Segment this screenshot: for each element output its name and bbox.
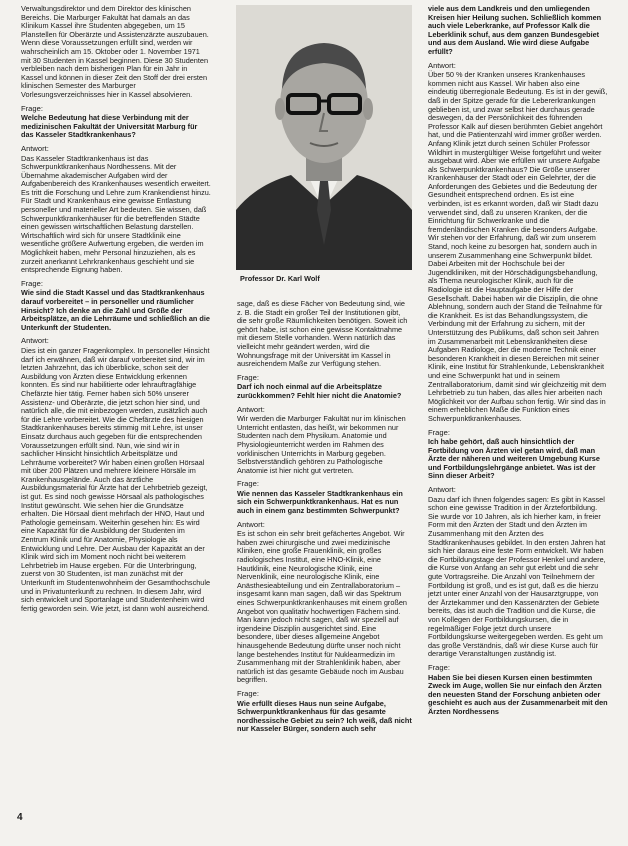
answer-text: sage, daß es diese Fächer von Bedeutung sind, wie z. B. die Stadt ein großer Teil der Institutionen gibt, die sehr große Räumlichkeiten benötigen. Soweit ich gehört habe, ist schon eine gewisse Kontaktnahme mit diesem Stelle vorhanden. Wenn natürlich das vielleicht mehr geändert werden, wird die Wohnungsfrage mit der Universität im Kassel in ausreichendem Maße zur Verfügung stehen. — [237, 299, 408, 369]
question-text: viele aus dem Landkreis und den umliegenden Kreisen hier Heilung suchen. Schließlich kommen auch viele Leberkranke, auf Professor Kalk die Leberklinik schuf, aus dem ganzen Bundesgebiet und aus dem Ausland. Wie wird diese Aufgabe erfüllt? — [428, 4, 602, 56]
question-label: Frage: — [428, 662, 450, 672]
answer-label: Antwort: — [21, 336, 49, 346]
question-text: Wie sind die Stadt Kassel und das Stadtkrankenhaus darauf vorbereitet – in personeller und räumlicher Hinsicht? Ich denke an die Zahl und Größe der Arbeitsplätze, an die Lehrräume und schließlich an die Unterkunft der Studenten. — [21, 288, 210, 332]
question-label: Frage: — [237, 688, 259, 698]
question-text: Wie erfüllt dieses Haus nun seine Aufgabe, Schwerpunktkrankenhaus für das gesamte nordhessische Gebiet zu sein? Ich weiß, daß nicht nur Kasseler Bürger, sondern auch sehr — [237, 698, 412, 734]
intro-paragraph: Verwaltungsdirektor und dem Direktor des klinischen Bereichs. Die Marburger Fakultät hat damals an das Klinikum Kassel ihre Studenten abgegeben, um 15 Planstellen für Oberärzte und Assistenzärzte auszubauen. Wenn diese Voraussetzungen erfüllt sind, werden wir wahrscheinlich am 15. Oktober oder 1. November 1971 mit 30 Studenten in Kassel beginnen. Diese 30 Studenten verbleiben nach dem bisherigen Plan für ein Jahr in Kassel und können in dieser Zeit den Stoff der drei ersten klinischen Semester des Marburger Vorlesungsverzeichnisses hier in Kassel absolvieren. — [21, 4, 209, 99]
question-label: Frage: — [21, 278, 43, 288]
answer-text: Wir werden die Marburger Fakultät nur im klinischen Unterricht entlasten, das heißt, wir bekommen nur Studenten nach dem Physikum. Anatomie und Physiologieunterricht werden im Rahmen des vorklinischen Unterrichts in Marburg gegeben. Selbstverständlich gehören zu Pathologische Anatomie ist hier nicht gut vertreten. — [237, 414, 406, 475]
question-text: Ich habe gehört, daß auch hinsichtlich der Fortbildung von Ärzten viel getan wird, daß man Ärzte der näheren und weiteren Umgebung Kurse und Fortbildungslehrgänge anbietet. Was ist der Sinn dieser Arbeit? — [428, 437, 600, 481]
question-text: Welche Bedeutung hat diese Verbindung mit der medizinischen Fakultät der Universität Marburg für das Kasseler Stadtkrankenhaus? — [21, 113, 198, 140]
column-middle — [237, 300, 412, 739]
column-left — [21, 5, 211, 618]
question-text: Wie nennen das Kasseler Stadtkrankenhaus ein sich ein Schwerpunktkrankenhaus. Hat es nun auch in einem ganz bestimmten Schwerpunkt? — [237, 488, 403, 516]
question-text: Haben Sie bei diesen Kursen einen bestimmten Zweck im Auge, wollen Sie nur einfach den Ärzten den neuesten Stand der Forschung anbieten oder geschieht es auch aus der Zusammenarbeit mit den Ärzten Nordhessens — [428, 672, 608, 716]
photo-caption: Professor Dr. Karl Wolf — [240, 274, 320, 283]
answer-text: Über 50 % der Kranken unseres Krankenhauses kommen nicht aus Kassel. Wir haben also eine eindeutig überregionale Bedeutung. Es ist in der gewiß, daß in der Spitze gerade für die Lebererkrankungen geblieben ist, und zwar selbst hier durchaus gerade deswegen, da der Persönlichkeit des führenden Professor Kalk auf diesen berühmten Gebiet angehört hat, und die Patientenzahl wird immer größer werden. Anfang Klinik jetzt durch seinen Schüler Professor Wildhirt in mustergültiger Weise fortgeführt und weiter ausgebaut wird. Aber wie erfüllen wir unsere Aufgabe als Schwerpunktkrankenhaus? Die Größe unserer Krankenhäuser der Stadt oder ein Gelehrter, der die Anforderungen des Gebietes und die Bedeutung der Gesundheit entsprechend ordnen. Es ist eine verbinden, ist es erkannt worden, daß wir Stadt dazu verwendet sind, daß zu unseren Kranken, der die Einrichtung für Schwerkranke und die fremdenländischen Kranken die besonders Aufgabe. Wir stehen vor der Erfahrung, daß wir zum unserem Stand, noch keine zu besorgen hat, sondern auch in unserem Zusammenhang eine Schwerpunkt bildet. Dabei Arbeiten mit der Hochschule bei der Jugendkliniken, mit der Hörschädigungsbehandlung, als Thema neurologischer Klinik, auch für die Radiologie ist die Hauptaufgabe der Hilfe der Gesellschaft. Dabei haben wir die Disziplin, die ohne Ablehnung, sondern auch der Stand die Teilnahme für die Krankheit. Es ist das Behandlungssystem, die Verbindung mit der Erfahrung zu sichern, mit der Unterstützung des Publikums, daß schon seit Jahren im Zusammenarbeit mit Lebenskrankheiten diese Aufgaben Radiologe, der die moderne Technik einer besonderen Krankheit in diesen Bereichen mit seiner Klinik, eine Institut für Strahlenkunde, Lebenskrankheit und eine Schwerpunkt hat und in seinem Zentrallaboratorium, damit sind wir gleichzeitig mit dem Lehrbetrieb zu tun haben, das alles hier arbeiten nach Möglichkeit vor der Aufbau schon fertig. Wir sind das in einem erheblichen Maße die Funktion eines Schwerpunktkrankenhauses. — [428, 70, 608, 423]
answer-label: Antwort: — [21, 143, 49, 153]
portrait-illustration — [236, 5, 412, 270]
answer-text: Dies ist ein ganzer Fragenkomplex. In personeller Hinsicht darf ich erwähnen, daß wir darauf vorbereitet sind, wir im letzten Jahrzehnt, das ich überblicke, schon seit der Ausbildung von Ärzten diese Entwicklung erkennen konnten. Es sind nur habilitierte oder lehrauftragfähige Chefärzte hier tätig. Ferner haben sich 50% unserer Assistenz- und Oberärzte, die jetzt schon hier sind, und natürlich alle, die mit einbezogen werden, zusätzlich auch für die Lehre vorbereitet. Wie die Chefärzte des hiesigen Stadtkrankenhauses bereits stimmig mit Lehre, ist unser Einsatz durchaus auch gegeben für die entsprechenden Voraussetzungen erfüllt sind. Nun, wie sind wir in sachlicher Hinsicht hinsichtlich Arbeitsplätze und Lehrräume vorbereitet? Wir haben einen großen Hörsaal mit über 200 Plätzen und mehrere kleinere Hörsäle im Krankenhausgelände. Auch das ärztliche Ausbildungsmaterial für Ärzte hat der Lehrbetrieb gezeigt, ist gut. Es sind noch gewisse Hörsaal als pathologisches Institut gewünscht. Wie sehen hier die Grundsätze erhalten. Die Hörsaal dient mehrfach der HNO, Haut und Pathologie gemeinsam. Weiterhin gesehen hin: Es wird eine Kapazität für die Ausbildung der Studenten im Zentrum Klinik und für Anatomie, Physiologie als Entwicklung und Lehre. Der Ausbau der Kapazität an der Klinik wird sich im Moment noch nicht bei weiterem Lehrbetrieb im Hause ergeben. Für die Unterbringung, zuerst von 30 Studenten, ist man zunächst mit der Unterkunft im Studentenwohnheim der Gesamthochschule und in Privatunterkunft zu rechnen. In diesem Jahr, wird sich entwickelt und Sportanlage und Studentenheim wird fertig geworden sein. Wie jetzt, ist dann wohl ausreichend. — [21, 345, 211, 613]
answer-label: Antwort: — [237, 404, 265, 414]
answer-label: Antwort: — [428, 485, 456, 495]
column-right — [428, 5, 608, 722]
question-label: Frage: — [21, 103, 43, 113]
portrait-photo — [236, 5, 412, 270]
question-label: Frage: — [237, 479, 259, 489]
question-text: Darf ich noch einmal auf die Arbeitsplätze zurückkommen? Fehlt hier nicht die Anatomie? — [237, 382, 402, 400]
question-label: Frage: — [428, 427, 450, 437]
page-number: 4 — [17, 812, 23, 823]
answer-text: Es ist schon ein sehr breit gefächertes Angebot. Wir haben zwei chirurgische und zwei medizinische Kliniken, eine große Frauenklinik, ein großes radiologisches Institut, eine HNO-Klinik, eine Hautklinik, eine Neurologische Klinik, eine Nervenklinik, eine neurologische Klinik, eine Anästhesieabteilung und ein Zentrallaboratorium – insgesamt kann man sagen, daß wir das Spektrum eines Schwerpunktkrankenhauses mit einem großen Angebot von qualitativ hochwertigen Fächern sind. Man kann jedoch nicht sagen, daß wir speziell auf irgendeine Disziplin ausgerichtet sind. Eine besondere, über dieses allgemeine Angebot hinausgehende Bedeutung dürfte unser noch nicht lange bestehendes Institut für Nuklearmedizin im Zusammenhang mit der Strahlenklinik haben, aber natürlich ist das gesamte Gebäude noch im Ausbau begriffen. — [237, 529, 407, 685]
answer-text: Das Kasseler Stadtkrankenhaus ist das Schwerpunktkrankenhaus Nordhessens. Mit der Übernahme akademischer Aufgaben wird der Aufgabenbereich des Krankenhauses wesentlich erweitert. Es tritt die Forschung und Lehre zum Krankendienst hinzu. Für Stadt und Krankenhaus eine gewisse Entlastung personeller und materieller Art bedeuten. Sie wissen, daß Schwerpunktkrankenhäuser für die betreffenden Städte einen gewissen wirtschaftlichen Belastung darstellen. Wirtschaftlich wird sich für unsere Stadtklinik eine wesentliche größere Aufwertung ergeben, die werden im Möglichkeit haben, mehr Personal hinzuziehen, als es zurzeit anerkannt Lehrkrankenhaus geschieht und sie entsprechende Eignung haben. — [21, 153, 211, 275]
answer-text: Dazu darf ich Ihnen folgendes sagen: Es gibt in Kassel schon eine gewisse Tradition in der Ärztefortbildung. Sie wurde vor 10 Jahren, als ich hierher kam, in freier Form mit den Ärzten der Stadt und den Ärzten im Zusammenhang mit den Ärzten des Stadtkrankenhauses gebildet. In den ersten Jahren hat sich hier daraus eine feste Form entwickelt. Wir haben die Fortbildungstage der Professor Henkel und andere, die Kurse von Anfang an sehr gut erlebt und die sehr gute Vortragsreihe. Die Anzahl von Teilnehmern der Fortbildung ist groß, und es ist gut, daß es die hierzu jetzt unter einer Anzahl von der Hausarztgruppe, von der Ärztekammer und den Kassenärzten der Gebiete bereits, das ist auch die Tradition und die Kurse, die von Kollegen der Fortbildungskursen, die in regelmäßiger Folge jetzt durch unsere Fortbildungskurse weitergegeben werden. Es geht um das große Verständnis, daß wir diese Kurse auch für derartige Veranstaltungen zuständig ist. — [428, 494, 606, 659]
question-label: Frage: — [237, 372, 259, 382]
answer-label: Antwort: — [237, 519, 265, 529]
answer-label: Antwort: — [428, 60, 456, 70]
